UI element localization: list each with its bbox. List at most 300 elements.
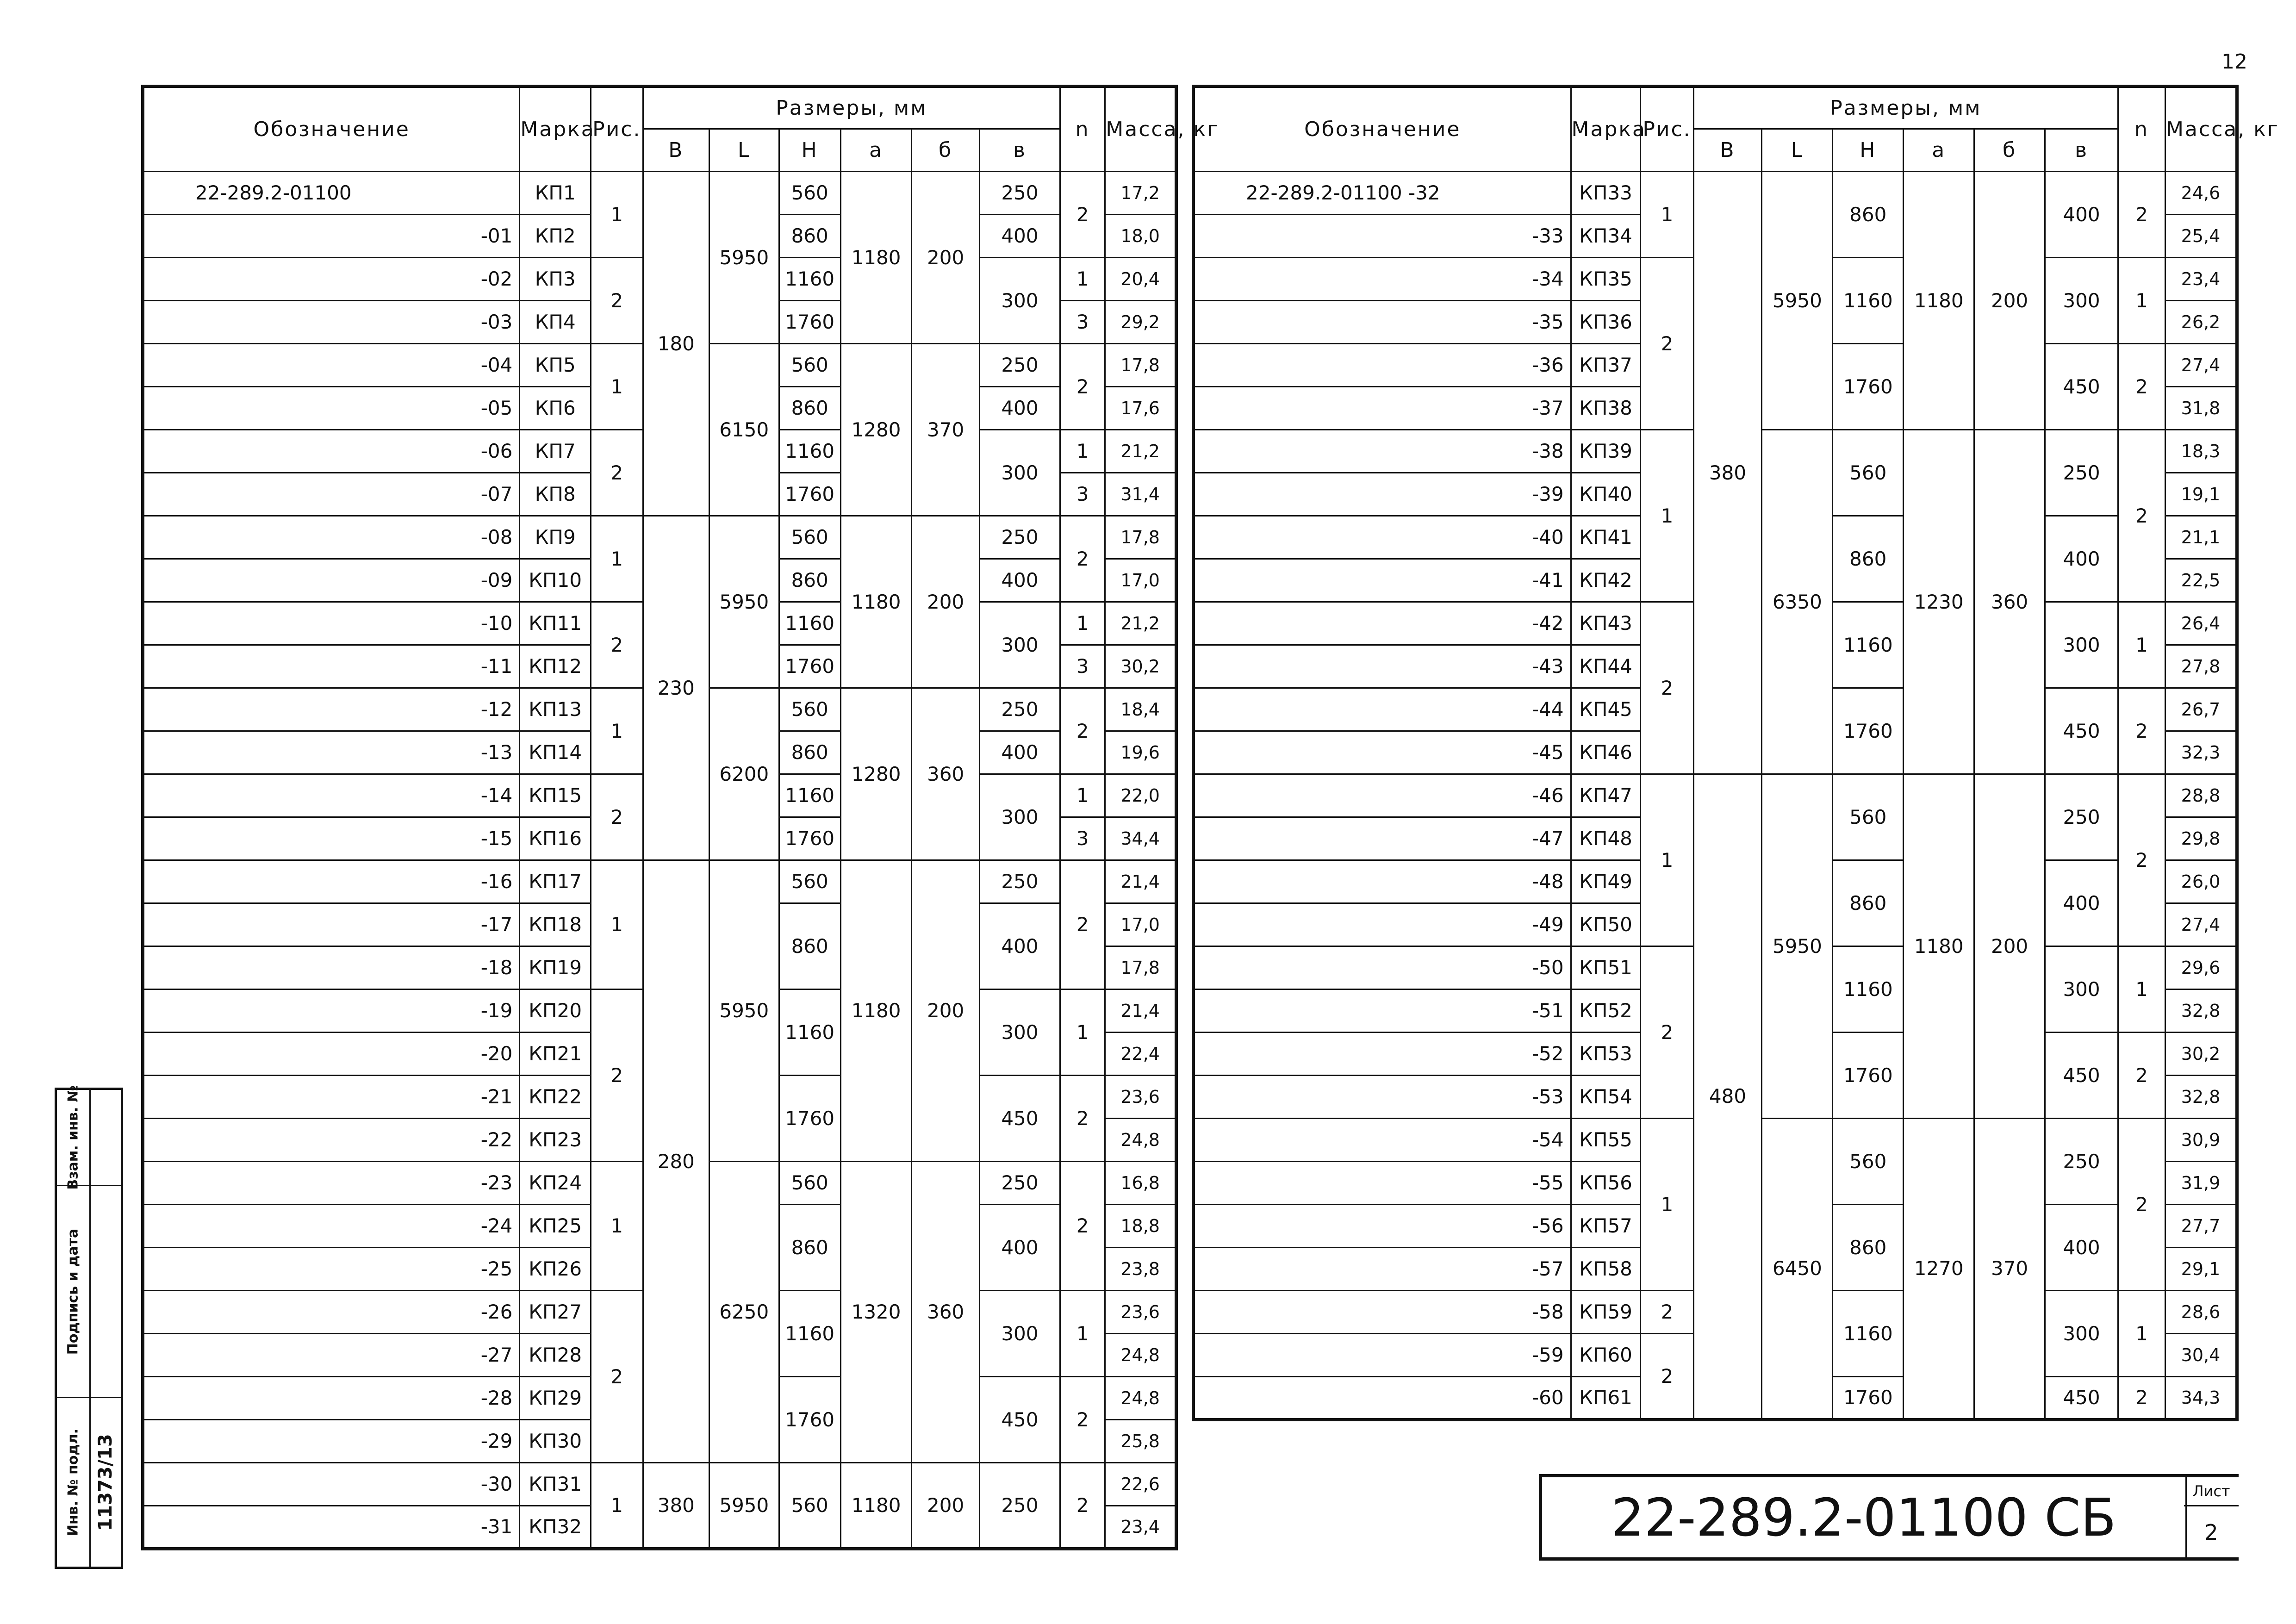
mass-cell: 25,8 [1105,1420,1176,1463]
designation-cell: -56 [1194,1205,1571,1248]
dim-h-cell: 1160 [779,258,840,301]
n-cell: 1 [2118,1291,2165,1377]
dim-v-cell: 400 [979,1205,1060,1291]
header-mass: Масса, кг [2165,87,2237,172]
designation-cell: -16 [143,860,520,903]
sidebar-label-column [57,1085,91,1567]
designation-cell: -55 [1194,1162,1571,1205]
fig-cell: 1 [1641,172,1693,258]
mark-cell: КП30 [520,1420,591,1463]
fig-cell: 2 [591,1291,643,1463]
sidebar-sign-cell [57,1186,89,1398]
mark-cell: КП58 [1571,1248,1641,1291]
dim-v-cell: 250 [979,172,1060,215]
fig-cell: 2 [1641,1334,1693,1420]
designation-cell: -23 [143,1162,520,1205]
mark-cell: КП46 [1571,731,1641,774]
dim-h-cell: 560 [779,344,840,387]
designation-cell: -60 [1194,1377,1571,1420]
sheet-number: 12 [2221,50,2247,74]
mass-cell: 17,8 [1105,946,1176,989]
mass-cell: 32,3 [2165,731,2237,774]
header-dim-b: В [1693,129,1762,172]
designation-cell: -04 [143,344,520,387]
n-cell: 2 [2118,1377,2165,1420]
mass-cell: 17,2 [1105,172,1176,215]
mark-cell: КП20 [520,989,591,1033]
n-cell: 2 [1060,860,1105,989]
n-cell: 2 [2118,1033,2165,1119]
mass-cell: 21,2 [1105,430,1176,473]
dim-h-cell: 560 [779,688,840,731]
header-dim-l: L [1762,129,1833,172]
designation-cell: -30 [143,1463,520,1506]
dim-b-cell: 380 [643,1463,709,1549]
dim-v-cell: 250 [2045,774,2118,860]
designation-cell: -50 [1194,946,1571,989]
dim-a-cell: 1180 [1904,774,1974,1119]
mass-cell: 23,4 [1105,1506,1176,1549]
dim-v-cell: 250 [2045,430,2118,516]
dim-v-cell: 300 [2045,946,2118,1033]
n-cell: 2 [2118,172,2165,258]
dim-b-cell: 480 [1693,774,1762,1420]
mass-cell: 26,4 [2165,602,2237,645]
designation-cell: -33 [1194,215,1571,258]
mass-cell: 24,8 [1105,1119,1176,1162]
designation-cell: -39 [1194,473,1571,516]
n-cell: 2 [2118,344,2165,430]
dim-h-cell: 860 [779,559,840,602]
designation-cell: -18 [143,946,520,989]
header-dims: Размеры, мм [1693,87,2118,129]
designation-cell: -35 [1194,301,1571,344]
designation-cell: -19 [143,989,520,1033]
dim-v-cell: 250 [2045,1119,2118,1205]
mark-cell: КП12 [520,645,591,688]
dim-v-cell: 300 [979,258,1060,344]
dim-v-cell: 300 [979,1291,1060,1377]
dim-a-cell: 1180 [840,860,912,1162]
designation-cell: -20 [143,1033,520,1076]
header-designation: Обозначение [1194,87,1571,172]
mark-cell: КП14 [520,731,591,774]
document-number: 22-289.2-01100 СБ [1542,1477,2187,1558]
designation-cell: -26 [143,1291,520,1334]
designation-cell: -51 [1194,989,1571,1033]
mass-cell: 18,4 [1105,688,1176,731]
n-cell: 1 [1060,1291,1105,1377]
mark-cell: КП44 [1571,645,1641,688]
mark-cell: КП33 [1571,172,1641,215]
n-cell: 2 [1060,688,1105,774]
n-cell: 1 [2118,602,2165,688]
dim-a-cell: 1320 [840,1162,912,1463]
mark-cell: КП8 [520,473,591,516]
table-row [143,172,1176,215]
dim-be-cell: 200 [912,1463,979,1549]
designation-cell: -48 [1194,860,1571,903]
dim-a-cell: 1270 [1904,1119,1974,1420]
dim-h-cell: 1760 [779,1076,840,1162]
sheet-value: 2 [2204,1520,2218,1545]
sidebar-replace-label: Взам. инв. № [65,1085,81,1190]
sidebar-sign-value [89,1186,122,1398]
dim-h-cell: 1760 [779,473,840,516]
dim-v-cell: 450 [979,1076,1060,1162]
mark-cell: КП61 [1571,1377,1641,1420]
mark-cell: КП29 [520,1377,591,1420]
fig-cell: 1 [591,1463,643,1549]
dim-v-cell: 450 [979,1377,1060,1463]
dim-v-cell: 300 [2045,1291,2118,1377]
header-dim-b: В [643,129,709,172]
dim-h-cell: 1160 [779,602,840,645]
designation-cell: -22 [143,1119,520,1162]
mass-cell: 23,4 [2165,258,2237,301]
header-mark: Марка [1571,87,1641,172]
mass-cell: 28,8 [2165,774,2237,817]
mass-cell: 20,4 [1105,258,1176,301]
mark-cell: КП41 [1571,516,1641,559]
dim-v-cell: 250 [979,1463,1060,1549]
designation-cell: -17 [143,903,520,946]
dim-v-cell: 250 [979,1162,1060,1205]
dim-h-cell: 860 [1833,172,1904,258]
dim-h-cell: 1760 [779,1377,840,1463]
dim-v-cell: 400 [2045,1205,2118,1291]
dim-h-cell: 1760 [779,301,840,344]
header-dim-v: в [979,129,1060,172]
mass-cell: 29,8 [2165,817,2237,860]
header-mark: Марка [520,87,591,172]
designation-cell: -28 [143,1377,520,1420]
designation-cell: -34 [1194,258,1571,301]
dim-h-cell: 1160 [779,430,840,473]
dim-l-cell: 5950 [709,172,779,344]
mass-cell: 34,3 [2165,1377,2237,1420]
n-cell: 1 [1060,258,1105,301]
dim-v-cell: 400 [2045,860,2118,946]
dim-b-cell: 380 [1693,172,1762,774]
mass-cell: 30,4 [2165,1334,2237,1377]
n-cell: 2 [1060,1377,1105,1463]
mass-cell: 27,8 [2165,645,2237,688]
mark-cell: КП55 [1571,1119,1641,1162]
dim-be-cell: 360 [912,1162,979,1463]
header-n: n [2118,87,2165,172]
header-fig: Рис. [591,87,643,172]
header-dim-h: Н [1833,129,1904,172]
mark-cell: КП27 [520,1291,591,1334]
mass-cell: 27,7 [2165,1205,2237,1248]
fig-cell: 2 [591,258,643,344]
fig-cell: 1 [1641,1119,1693,1291]
n-cell: 2 [2118,774,2165,946]
designation-cell: -37 [1194,387,1571,430]
mass-cell: 31,9 [2165,1162,2237,1205]
dim-v-cell: 300 [979,989,1060,1076]
dim-l-cell: 6350 [1762,430,1833,774]
mark-cell: КП13 [520,688,591,731]
designation-cell: -01 [143,215,520,258]
dim-be-cell: 200 [1974,774,2045,1119]
dim-l-cell: 6200 [709,688,779,860]
mass-cell: 23,8 [1105,1248,1176,1291]
designation-cell: -24 [143,1205,520,1248]
n-cell: 1 [1060,602,1105,645]
mark-cell: КП11 [520,602,591,645]
mark-cell: КП42 [1571,559,1641,602]
dim-v-cell: 450 [2045,344,2118,430]
mark-cell: КП4 [520,301,591,344]
table-row [143,1463,1176,1506]
dim-h-cell: 1160 [1833,258,1904,344]
designation-cell: -11 [143,645,520,688]
designation-cell: -08 [143,516,520,559]
mass-cell: 30,2 [2165,1033,2237,1076]
header-designation: Обозначение [143,87,520,172]
dim-h-cell: 860 [779,387,840,430]
fig-cell: 2 [1641,602,1693,774]
dim-be-cell: 200 [912,516,979,688]
mass-cell: 30,2 [1105,645,1176,688]
designation-cell: -40 [1194,516,1571,559]
mass-cell: 27,4 [2165,344,2237,387]
n-cell: 3 [1060,817,1105,860]
mass-cell: 24,6 [2165,172,2237,215]
fig-cell: 1 [591,1162,643,1291]
header-dims: Размеры, мм [643,87,1060,129]
dim-v-cell: 400 [979,731,1060,774]
mass-cell: 17,6 [1105,387,1176,430]
header-n: n [1060,87,1105,172]
mass-cell: 21,2 [1105,602,1176,645]
dim-h-cell: 1760 [1833,1033,1904,1119]
mass-cell: 18,8 [1105,1205,1176,1248]
designation-cell: -06 [143,430,520,473]
dim-v-cell: 250 [979,860,1060,903]
designation-cell: -47 [1194,817,1571,860]
mark-cell: КП1 [520,172,591,215]
mass-cell: 34,4 [1105,817,1176,860]
spec-table-right [1192,85,2279,1421]
mass-cell: 25,4 [2165,215,2237,258]
fig-cell: 2 [1641,258,1693,430]
designation-cell: -52 [1194,1033,1571,1076]
mass-cell: 17,0 [1105,559,1176,602]
header-dim-be: б [1974,129,2045,172]
mark-cell: КП54 [1571,1076,1641,1119]
sidebar-inv-cell [57,1398,89,1567]
dim-b-cell: 230 [643,516,709,860]
n-cell: 1 [2118,258,2165,344]
designation-cell: -13 [143,731,520,774]
mass-cell: 29,6 [2165,946,2237,989]
dim-a-cell: 1180 [840,172,912,344]
mass-cell: 17,0 [1105,903,1176,946]
fig-cell: 1 [591,172,643,258]
sheet-label: Лист [2184,1477,2239,1506]
dim-v-cell: 400 [979,215,1060,258]
dim-be-cell: 360 [1974,430,2045,774]
dim-a-cell: 1280 [840,688,912,860]
mass-cell: 26,0 [2165,860,2237,903]
mass-cell: 30,9 [2165,1119,2237,1162]
mark-cell: КП40 [1571,473,1641,516]
mass-cell: 28,6 [2165,1291,2237,1334]
dim-h-cell: 1160 [1833,602,1904,688]
dim-h-cell: 860 [1833,860,1904,946]
mark-cell: КП53 [1571,1033,1641,1076]
table-row [1194,774,2237,817]
n-cell: 2 [1060,172,1105,258]
dim-l-cell: 5950 [1762,774,1833,1119]
mark-cell: КП37 [1571,344,1641,387]
mark-cell: КП48 [1571,817,1641,860]
dim-v-cell: 250 [979,688,1060,731]
designation-cell: -05 [143,387,520,430]
dim-l-cell: 5950 [709,516,779,688]
designation-cell: -59 [1194,1334,1571,1377]
n-cell: 2 [1060,1076,1105,1162]
mark-cell: КП23 [520,1119,591,1162]
mark-cell: КП60 [1571,1334,1641,1377]
designation-cell: -43 [1194,645,1571,688]
mass-cell: 22,4 [1105,1033,1176,1076]
dim-l-cell: 6250 [709,1162,779,1463]
dim-h-cell: 1160 [1833,1291,1904,1377]
dim-l-cell: 5950 [1762,172,1833,430]
table-row [143,860,1176,903]
mass-cell: 17,8 [1105,344,1176,387]
dim-h-cell: 560 [1833,774,1904,860]
designation-cell: -57 [1194,1248,1571,1291]
dim-h-cell: 1760 [779,645,840,688]
spec-table-left [141,85,1220,1550]
dim-v-cell: 400 [2045,516,2118,602]
n-cell: 2 [2118,430,2165,602]
table-row [1194,172,2237,215]
n-cell: 3 [1060,301,1105,344]
mark-cell: КП22 [520,1076,591,1119]
mark-cell: КП36 [1571,301,1641,344]
mass-cell: 22,5 [2165,559,2237,602]
dim-h-cell: 860 [779,215,840,258]
dim-b-cell: 280 [643,860,709,1463]
dim-h-cell: 860 [779,903,840,989]
designation-cell: -27 [143,1334,520,1377]
header-dim-h: Н [779,129,840,172]
dim-a-cell: 1180 [840,1463,912,1549]
mark-cell: КП38 [1571,387,1641,430]
mass-cell: 21,4 [1105,860,1176,903]
dim-v-cell: 450 [2045,1377,2118,1420]
mass-cell: 31,4 [1105,473,1176,516]
mass-cell: 21,1 [2165,516,2237,559]
dim-v-cell: 300 [979,430,1060,516]
mark-cell: КП2 [520,215,591,258]
sidebar-inv-label: Инв. № подл. [65,1428,81,1537]
mass-cell: 18,3 [2165,430,2237,473]
dim-h-cell: 1160 [779,989,840,1076]
mass-cell: 29,1 [2165,1248,2237,1291]
designation-cell: -15 [143,817,520,860]
header-dim-be: б [912,129,979,172]
dim-h-cell: 860 [779,731,840,774]
n-cell: 1 [1060,774,1105,817]
mass-cell: 27,4 [2165,903,2237,946]
fig-cell: 1 [591,344,643,430]
dim-a-cell: 1180 [1904,172,1974,430]
mark-cell: КП18 [520,903,591,946]
n-cell: 1 [1060,430,1105,473]
mark-cell: КП19 [520,946,591,989]
mark-cell: КП43 [1571,602,1641,645]
designation-cell: -10 [143,602,520,645]
dim-h-cell: 860 [1833,516,1904,602]
designation-cell: -12 [143,688,520,731]
n-cell: 2 [1060,344,1105,430]
dim-be-cell: 200 [912,172,979,344]
mark-cell: КП57 [1571,1205,1641,1248]
designation-cell: -02 [143,258,520,301]
dim-be-cell: 200 [1974,172,2045,430]
dim-v-cell: 400 [2045,172,2118,258]
mark-cell: КП21 [520,1033,591,1076]
designation-cell: -29 [143,1420,520,1463]
mass-cell: 24,8 [1105,1334,1176,1377]
mass-cell: 32,8 [2165,1076,2237,1119]
sidebar-inv-value-cell [89,1398,122,1567]
mark-cell: КП39 [1571,430,1641,473]
fig-cell: 2 [1641,946,1693,1119]
dim-v-cell: 400 [979,903,1060,989]
designation-cell: -38 [1194,430,1571,473]
dim-a-cell: 1280 [840,344,912,516]
dim-l-cell: 6450 [1762,1119,1833,1420]
dim-l-cell: 6150 [709,344,779,516]
designation-cell: -54 [1194,1119,1571,1162]
header-mass: Масса, кг [1105,87,1176,172]
dim-l-cell: 5950 [709,860,779,1162]
n-cell: 2 [1060,1162,1105,1291]
mass-cell: 19,6 [1105,731,1176,774]
mark-cell: КП7 [520,430,591,473]
mass-cell: 26,2 [2165,301,2237,344]
mark-cell: КП47 [1571,774,1641,817]
dim-h-cell: 1160 [1833,946,1904,1033]
header-dim-l: L [709,129,779,172]
dim-h-cell: 860 [1833,1205,1904,1291]
n-cell: 2 [2118,1119,2165,1291]
fig-cell: 1 [1641,430,1693,602]
mark-cell: КП28 [520,1334,591,1377]
fig-cell: 2 [591,430,643,516]
designation-cell: -07 [143,473,520,516]
dim-h-cell: 560 [779,1162,840,1205]
n-cell: 1 [2118,946,2165,1033]
dim-h-cell: 560 [1833,1119,1904,1205]
mark-cell: КП9 [520,516,591,559]
sidebar-replace-cell [57,1085,89,1190]
mass-cell: 23,6 [1105,1291,1176,1334]
designation-cell: -58 [1194,1291,1571,1334]
fig-cell: 2 [591,602,643,688]
fig-cell: 1 [591,860,643,989]
n-cell: 3 [1060,645,1105,688]
fig-cell: 2 [591,989,643,1162]
